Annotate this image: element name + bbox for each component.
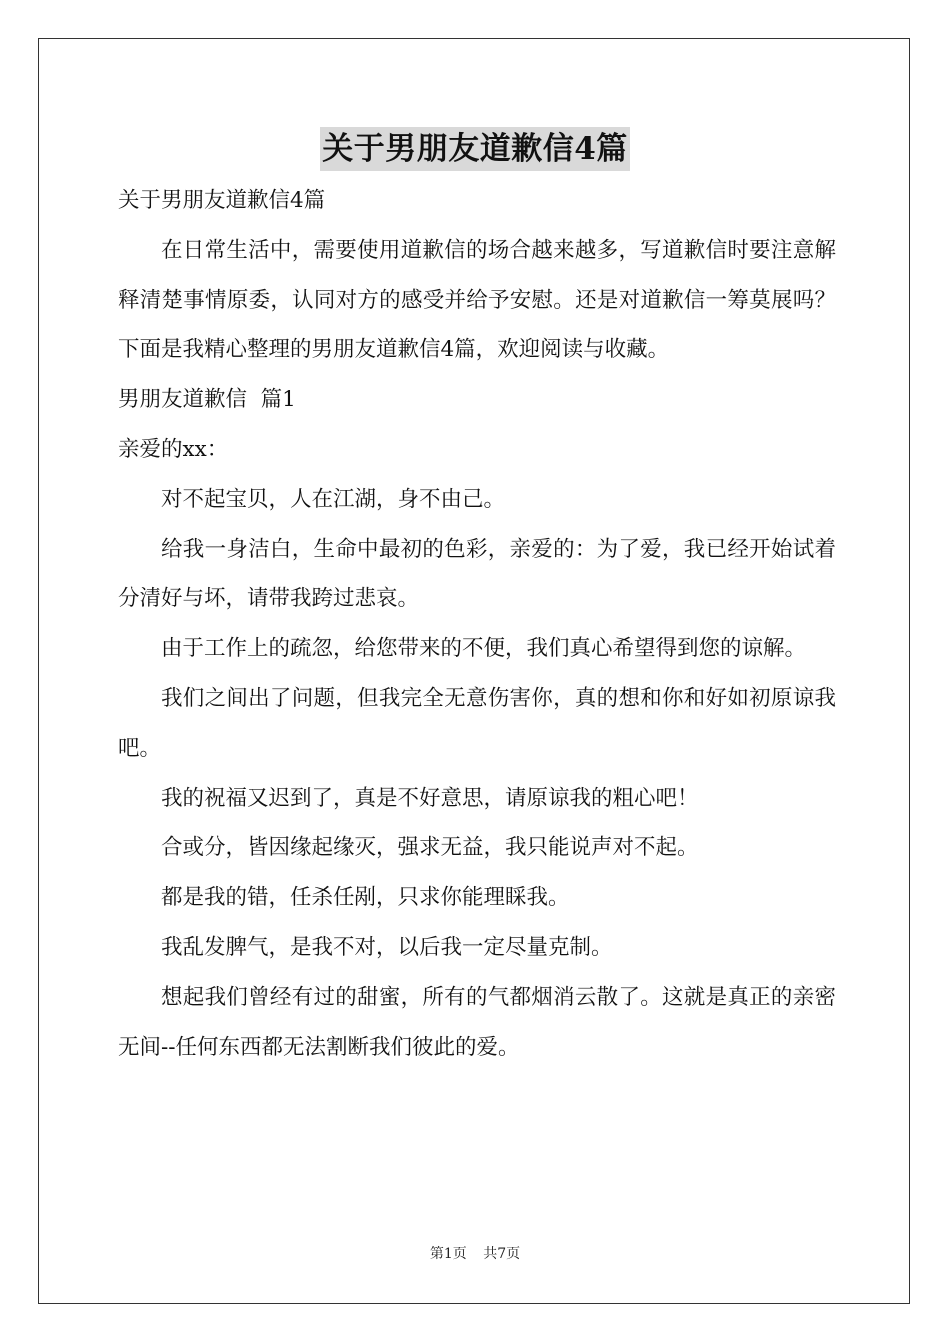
document-subtitle: 关于男朋友道歉信4篇 — [118, 188, 326, 213]
document-title: 关于男朋友道歉信4篇 — [320, 127, 630, 171]
paragraph: 我的祝福又迟到了，真是不好意思，请原谅我的粗心吧！ — [161, 785, 699, 811]
page-footer — [0, 1244, 950, 1264]
paragraph: 对不起宝贝，人在江湖，身不由己。 — [161, 486, 506, 512]
paragraph: 想起我们曾经有过的甜蜜，所有的气都烟消云散了。这就是真正的亲密无间--任何东西都无法割断我们彼此的爱。 — [118, 984, 836, 1060]
paragraph: 合或分，皆因缘起缘灭，强求无益，我只能说声对不起。 — [161, 835, 699, 861]
paragraph: 我们之间出了问题，但我完全无意伤害你，真的想和你和好如初原谅我吧。 — [118, 685, 836, 761]
paragraph: 给我一身洁白，生命中最初的色彩，亲爱的：为了爱，我已经开始试着分清好与坏，请带我跨过悲哀。 — [118, 536, 836, 612]
page-number: 第1页 — [429, 1246, 467, 1262]
paragraph: 在日常生活中，需要使用道歉信的场合越来越多，写道歉信时要注意解释清楚事情原委，认同对方的感受并给予安慰。还是对道歉信一筹莫展吗？下面是我精心整理的男朋友道歉信4篇，欢迎阅读与收藏。 — [118, 237, 836, 363]
section-heading: 男朋友道歉信 篇1 — [118, 387, 296, 413]
paragraph: 我乱发脾气，是我不对，以后我一定尽量克制。 — [161, 934, 613, 960]
salutation: 亲爱的xx： — [118, 436, 229, 462]
paragraph: 由于工作上的疏忽，给您带来的不便，我们真心希望得到您的谅解。 — [161, 636, 807, 662]
title-area — [0, 127, 950, 171]
paragraph: 都是我的错，任杀任剐，只求你能理睬我。 — [161, 885, 570, 911]
document-body — [118, 176, 836, 1072]
page-total: 共7页 — [483, 1246, 521, 1262]
